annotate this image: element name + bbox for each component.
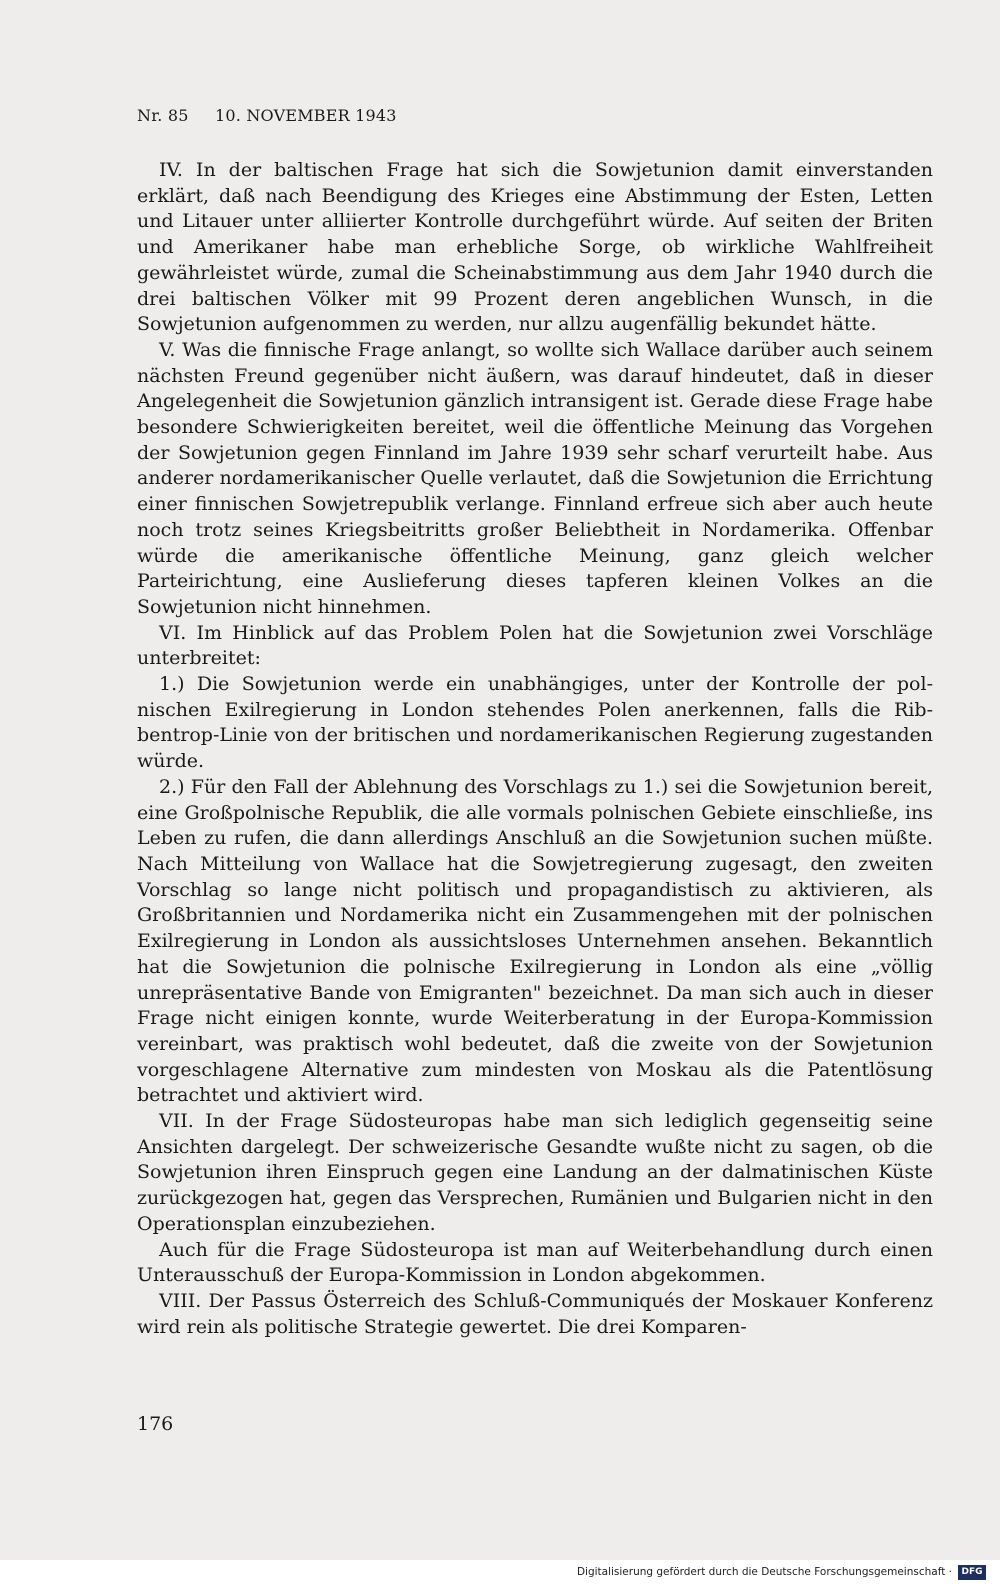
page-header [137,106,397,125]
body-text [137,158,933,1340]
paragraph-austria: VIII. Der Passus Österreich des Schluß-Communiqués der Moskauer Konferenz wird rein als politische Strategie gewertet. Die drei Komparen- [137,1289,933,1338]
footer-bar [0,1560,1000,1586]
paragraph-proposal-1: 1.) Die Sowjetunion werde ein unabhängiges, unter der Kontrolle der polnischen Exilregierung in London stehendes Polen anerkennen, falls die Ribbentrop-Linie von der britischen und nordamerikanischen Regierung zugestanden würde. [137,673,933,773]
page-number: 176 [137,1413,174,1435]
document-date: 10. NOVEMBER 1943 [215,106,397,125]
paragraph-polish-problem: VI. Im Hinblick auf das Problem Polen hat die Sowjetunion zwei Vorschläge unterbreitet: [137,621,933,670]
dfg-logo: DFG [958,1565,986,1580]
paragraph-baltic-question: IV. In der baltischen Frage hat sich die Sowjetunion damit einverstanden erklärt, daß nach Beendigung des Krieges eine Abstimmung der Esten, Letten und Litauer unter alliierter Kontrolle durchgeführt würde. Auf seiten der Briten und Amerikaner habe man erhebliche Sorge, ob wirkliche Wahlfreiheit gewährleistet würde, zumal die Scheinabstimmung aus dem Jahr 1940 durch die drei baltischen Völker mit 99 Prozent deren angeblichen Wunsch, in die Sowjetunion aufgenommen zu werden, nur allzu augenfällig bekundet hätte. [137,159,933,336]
paragraph-southeast-europe: VII. In der Frage Südosteuropas habe man sich lediglich gegenseitig seine Ansichten dargelegt. Der schweizerische Gesandte wußte nicht zu sagen, ob die Sowjetunion ihren Einspruch gegen eine Landung an der dalmatinischen Küste zurückgezogen hat, gegen das Versprechen, Rumänien und Bulgarien nicht in den Operationsplan einzubeziehen. [137,1110,933,1235]
document-number: Nr. 85 [137,106,189,125]
paragraph-finnish-question: V. Was die finnische Frage anlangt, so wollte sich Wallace darüber auch seinem nächsten Freund gegenüber nicht äußern, was darauf hindeutet, daß in dieser Angelegenheit die Sowjetunion gänzlich intransigent ist. Gerade diese Frage habe besondere Schwierigkeiten bereitet, weil die öffentliche Meinung das Vorgehen der Sowjetunion gegen Finnland im Jahre 1939 sehr scharf verurteilt habe. Aus anderer nordamerikanischer Quelle verlautet, daß die Sowjetunion die Errichtung einer finnischen Sowjetrepublik verlange. Finnland erfreue sich aber auch heute noch trotz seines Kriegsbeitritts großer Beliebtheit in Nordamerika. Offenbar würde die amerikanische öffentliche Meinung, ganz gleich welcher Parteirichtung, eine Auslieferung dieses tapferen kleinen Volkes an die Sowjetunion nicht hinnehmen. [137,338,933,618]
paragraph-proposal-2: 2.) Für den Fall der Ablehnung des Vorschlags zu 1.) sei die Sowjetunion bereit, eine Großpolnische Republik, die alle vormals polnischen Gebiete einschließe, ins Leben zu rufen, die dann allerdings Anschluß an die Sowjetunion suchen müßte. Nach Mitteilung von Wallace hat die Sowjetregierung zugesagt, den zweiten Vorschlag so lange nicht politisch und propagandistisch zu aktivieren, als Großbritannien und Nordamerika nicht ein Zusammengehen mit der polnischen Exilregierung in London als aussichtsloses Unternehmen ansehen. Bekanntlich hat die Sowjetunion die polnische Exilregierung in London als eine „völlig unrepräsentative Bande von Emigranten" bezeichnet. Da man sich auch in dieser Frage nicht einigen konnte, wurde Weiterberatung in der Europa-Kommission vereinbart, was praktisch wohl bedeutet, daß die zweite von der Sowjetunion vorgeschlagene Alternative zum mindesten von Moskau als die Patentlösung betrachtet und aktiviert wird. [137,775,933,1107]
paragraph-subcommittee: Auch für die Frage Südosteuropa ist man auf Weiterbehandlung durch einen Unterausschuß der Europa-Kommission in London abgekommen. [137,1238,933,1287]
footer-credit: Digitalisierung gefördert durch die Deutsche Forschungsgemeinschaft · [576,1566,952,1578]
